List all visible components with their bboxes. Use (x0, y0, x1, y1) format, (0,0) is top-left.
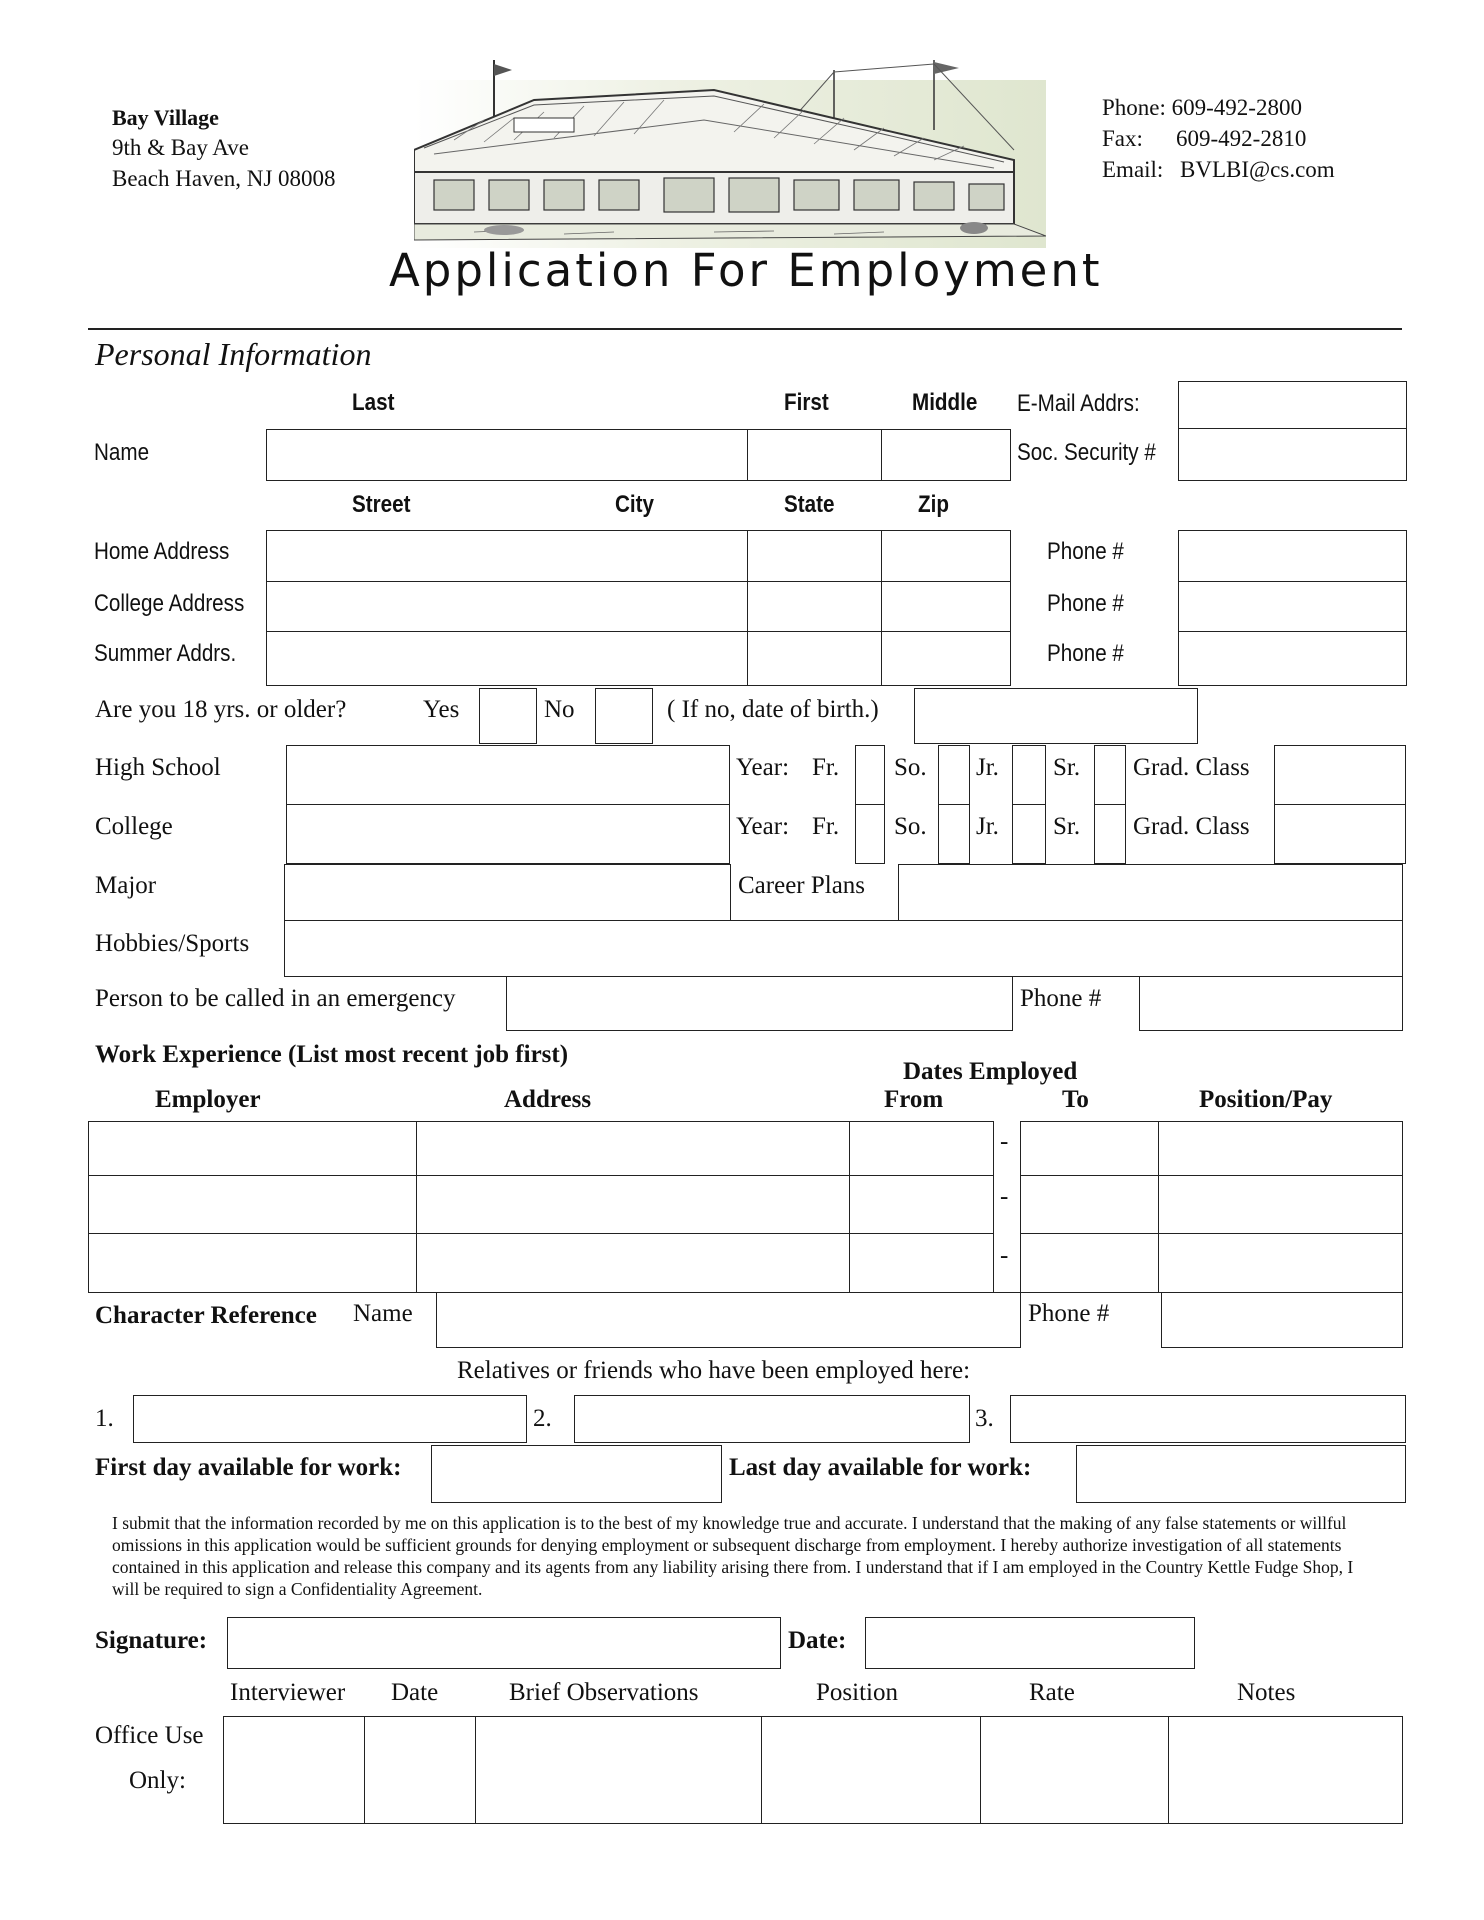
hobbies-field[interactable] (284, 920, 1403, 977)
yes-label: Yes (423, 696, 460, 723)
home-zip-field[interactable] (881, 530, 1011, 582)
relative2-field[interactable] (574, 1395, 970, 1443)
signature-label: Signature: (95, 1627, 208, 1654)
job3-address-field[interactable] (416, 1233, 850, 1293)
career-plans-label: Career Plans (738, 872, 866, 899)
job3-from-field[interactable] (849, 1233, 994, 1293)
home-phone-label: Phone # (1047, 538, 1124, 565)
col-middle: Middle (912, 389, 978, 416)
job3-to-field[interactable] (1020, 1233, 1159, 1293)
ssn-label: Soc. Security # (1017, 439, 1156, 466)
ssn-field[interactable] (1178, 428, 1407, 481)
signature-field[interactable] (227, 1617, 781, 1669)
job1-position-field[interactable] (1158, 1121, 1403, 1176)
hobbies-label: Hobbies/Sports (95, 930, 250, 957)
age-question: Are you 18 yrs. or older? (95, 696, 347, 723)
name-last-field[interactable] (266, 429, 748, 481)
major-label: Major (95, 872, 157, 899)
reference-name-label: Name (353, 1300, 413, 1327)
col-office-position: Position (816, 1679, 898, 1706)
college-address-label: College Address (94, 590, 245, 617)
job2-employer-field[interactable] (88, 1175, 417, 1234)
emergency-contact-field[interactable] (506, 976, 1013, 1031)
dob-field[interactable] (914, 688, 1198, 744)
company-street: 9th & Bay Ave (112, 135, 249, 160)
col-from: From (884, 1086, 944, 1113)
college-fr-checkbox[interactable] (855, 804, 885, 864)
hs-fr-checkbox[interactable] (855, 745, 885, 805)
name-label: Name (94, 439, 150, 466)
col-rate: Rate (1029, 1679, 1075, 1706)
college-year-label: Year: (736, 813, 790, 840)
college-grad-class-label: Grad. Class (1133, 813, 1250, 840)
first-day-field[interactable] (431, 1445, 722, 1503)
college-sr-label: Sr. (1053, 813, 1081, 840)
office-position-field[interactable] (761, 1716, 981, 1824)
home-address-label: Home Address (94, 538, 230, 565)
college-field[interactable] (286, 804, 730, 864)
job1-from-field[interactable] (849, 1121, 994, 1176)
relative3-number: 3. (975, 1405, 994, 1432)
reference-phone-field[interactable] (1161, 1292, 1403, 1348)
home-phone-field[interactable] (1178, 530, 1407, 582)
company-email-label: Email: (1102, 157, 1164, 182)
col-city: City (615, 491, 654, 518)
col-zip: Zip (918, 491, 949, 518)
first-day-label: First day available for work: (95, 1454, 402, 1481)
page-title: Application For Employment (389, 244, 1103, 297)
college-street-field[interactable] (266, 581, 748, 632)
yes-checkbox[interactable] (479, 688, 537, 744)
job2-from-field[interactable] (849, 1175, 994, 1234)
emergency-phone-label: Phone # (1020, 985, 1102, 1012)
job1-to-field[interactable] (1020, 1121, 1159, 1176)
name-middle-field[interactable] (881, 429, 1011, 481)
college-sr-checkbox[interactable] (1094, 804, 1126, 864)
summer-zip-field[interactable] (881, 631, 1011, 686)
col-office-date: Date (391, 1679, 439, 1706)
reference-name-field[interactable] (436, 1292, 1021, 1348)
summer-phone-field[interactable] (1178, 631, 1407, 686)
job3-position-field[interactable] (1158, 1233, 1403, 1293)
summer-street-field[interactable] (266, 631, 748, 686)
relative3-field[interactable] (1010, 1395, 1406, 1443)
col-position-pay: Position/Pay (1199, 1086, 1333, 1113)
col-street: Street (352, 491, 411, 518)
college-label: College (95, 813, 173, 840)
reference-phone-label: Phone # (1028, 1300, 1110, 1327)
summer-address-label: Summer Addrs. (94, 640, 237, 667)
college-jr-checkbox[interactable] (1012, 804, 1046, 864)
job3-date-dash: - (1000, 1242, 1009, 1269)
hs-grad-class-field[interactable] (1274, 745, 1406, 805)
high-school-field[interactable] (286, 745, 730, 805)
hs-so-checkbox[interactable] (938, 745, 970, 805)
work-experience-heading: Work Experience (List most recent job first) (95, 1041, 569, 1068)
no-label: No (544, 696, 575, 723)
last-day-field[interactable] (1076, 1445, 1406, 1503)
date-label: Date: (788, 1627, 847, 1654)
job2-to-field[interactable] (1020, 1175, 1159, 1234)
company-fax-label: Fax: (1102, 126, 1143, 151)
relative1-number: 1. (95, 1405, 114, 1432)
personal-info-heading: Personal Information (95, 336, 372, 372)
character-reference-heading: Character Reference (95, 1302, 317, 1329)
college-so-checkbox[interactable] (938, 804, 970, 864)
hs-fr-label: Fr. (812, 754, 840, 781)
job2-date-dash: - (1000, 1183, 1009, 1210)
job1-address-field[interactable] (416, 1121, 850, 1176)
college-zip-field[interactable] (881, 581, 1011, 632)
relatives-heading: Relatives or friends who have been employed here: (457, 1357, 971, 1384)
home-state-field[interactable] (747, 530, 882, 582)
college-state-field[interactable] (747, 581, 882, 632)
college-phone-label: Phone # (1047, 590, 1124, 617)
email-field[interactable] (1178, 381, 1407, 429)
relative2-number: 2. (533, 1405, 552, 1432)
col-state: State (784, 491, 835, 518)
name-first-field[interactable] (747, 429, 882, 481)
date-field[interactable] (865, 1617, 1195, 1669)
col-interviewer: Interviewer (230, 1679, 346, 1706)
no-checkbox[interactable] (595, 688, 653, 744)
office-only-label: Only: (129, 1767, 186, 1794)
job1-date-dash: - (1000, 1128, 1009, 1155)
hs-year-label: Year: (736, 754, 790, 781)
company-email: BVLBI@cs.com (1180, 157, 1335, 182)
office-use-label: Office Use (95, 1722, 204, 1749)
hs-grad-class-label: Grad. Class (1133, 754, 1250, 781)
certification-statement: I submit that the information recorded by me on this application is to the best of my knowledge true and accurate. I understand that the making of any false statements or willful omissions in this application would be sufficient grounds for denying employment or subsequent discharge from employment. I hereby authorize investigation of all statements contained in this application and release this company and its agents from any liability arising there from. I understand that if I am employed in the Country Kettle Fudge Shop, I will be required to sign a Confidentiality Agreement. (112, 1513, 1354, 1599)
col-last: Last (352, 389, 395, 416)
last-day-label: Last day available for work: (729, 1454, 1032, 1481)
email-label: E-Mail Addrs: (1017, 390, 1140, 417)
col-employer: Employer (155, 1086, 261, 1113)
college-grad-class-field[interactable] (1274, 804, 1406, 864)
col-observations: Brief Observations (509, 1679, 699, 1706)
emergency-phone-field[interactable] (1139, 976, 1403, 1031)
job1-employer-field[interactable] (88, 1121, 417, 1176)
col-to: To (1062, 1086, 1089, 1113)
hs-so-label: So. (894, 754, 927, 781)
title-divider (88, 328, 1402, 330)
hs-sr-checkbox[interactable] (1094, 745, 1126, 805)
dob-label: ( If no, date of birth.) (667, 696, 879, 723)
building-sketch-image (414, 60, 1046, 248)
office-notes-field[interactable] (1168, 1716, 1403, 1824)
job2-position-field[interactable] (1158, 1175, 1403, 1234)
college-phone-field[interactable] (1178, 581, 1407, 632)
col-address: Address (504, 1086, 592, 1113)
home-street-field[interactable] (266, 530, 748, 582)
summer-phone-label: Phone # (1047, 640, 1124, 667)
job3-employer-field[interactable] (88, 1233, 417, 1293)
company-fax: 609-492-2810 (1176, 126, 1307, 151)
college-fr-label: Fr. (812, 813, 840, 840)
col-notes: Notes (1237, 1679, 1296, 1706)
hs-jr-checkbox[interactable] (1012, 745, 1046, 805)
office-date-field[interactable] (364, 1716, 476, 1824)
dates-employed-heading: Dates Employed (903, 1058, 1078, 1085)
college-so-label: So. (894, 813, 927, 840)
company-phone: Phone: 609-492-2800 (1102, 95, 1302, 120)
career-plans-field[interactable] (898, 864, 1403, 921)
high-school-label: High School (95, 754, 221, 781)
company-city: Beach Haven, NJ 08008 (112, 166, 336, 191)
office-interviewer-field[interactable] (223, 1716, 365, 1824)
office-rate-field[interactable] (980, 1716, 1169, 1824)
major-field[interactable] (284, 864, 731, 921)
emergency-label: Person to be called in an emergency (95, 985, 456, 1012)
relative1-field[interactable] (133, 1395, 527, 1443)
college-jr-label: Jr. (976, 813, 999, 840)
hs-sr-label: Sr. (1053, 754, 1081, 781)
summer-state-field[interactable] (747, 631, 882, 686)
job2-address-field[interactable] (416, 1175, 850, 1234)
col-first: First (784, 389, 829, 416)
hs-jr-label: Jr. (976, 754, 999, 781)
office-observations-field[interactable] (475, 1716, 762, 1824)
company-name: Bay Village (112, 105, 219, 130)
